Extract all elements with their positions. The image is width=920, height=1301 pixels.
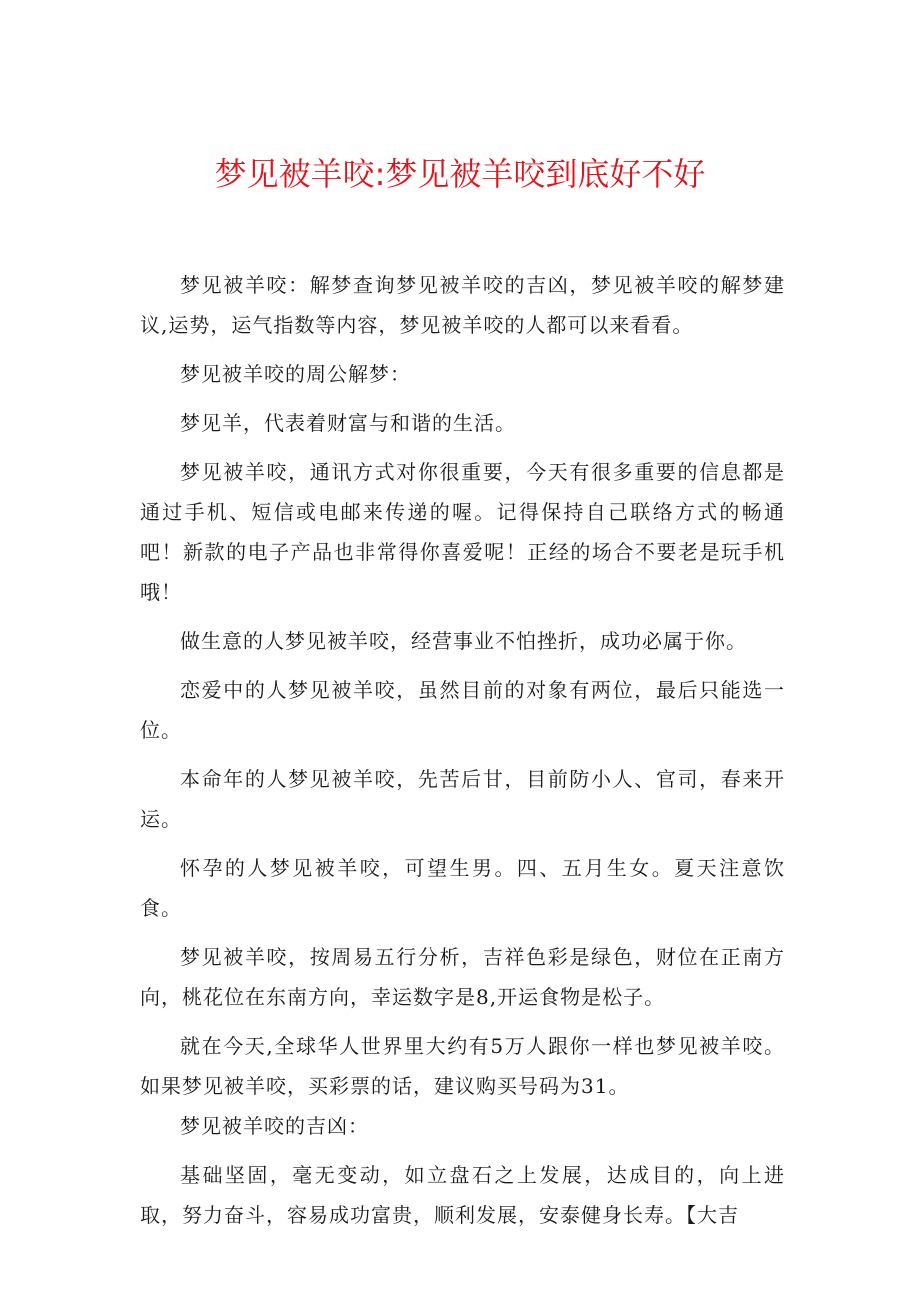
paragraph-zhougong-heading: 梦见被羊咬的周公解梦： bbox=[180, 362, 411, 386]
paragraph-business: 做生意的人梦见被羊咬，经营事业不怕挫折，成功必属于你。 bbox=[180, 629, 747, 653]
paragraph-benmingnian: 本命年的人梦见被羊咬，先苦后甘，目前防小人、官司，春来开运。 bbox=[140, 767, 785, 831]
paragraph-sheep-meaning: 梦见羊，代表着财富与和谐的生活。 bbox=[180, 411, 516, 435]
paragraph-jixiong-heading: 梦见被羊咬的吉凶： bbox=[180, 1114, 369, 1138]
paragraph-intro: 梦见被羊咬：解梦查询梦见被羊咬的吉凶，梦见被羊咬的解梦建议,运势，运气指数等内容，梦见被羊咬的人都可以来看看。 bbox=[140, 273, 785, 337]
paragraph-pregnancy: 怀孕的人梦见被羊咬，可望生男。四、五月生女。夏天注意饮食。 bbox=[140, 856, 785, 920]
page-title: 梦见被羊咬:梦见被羊咬到底好不好 bbox=[214, 155, 706, 193]
paragraph-love: 恋爱中的人梦见被羊咬，虽然目前的对象有两位，最后只能选一位。 bbox=[140, 678, 785, 742]
paragraph-five-elements: 梦见被羊咬，按周易五行分析，吉祥色彩是绿色，财位在正南方向，桃花位在东南方向，幸运数字是8,开运食物是松子。 bbox=[140, 945, 785, 1009]
paragraph-fortune: 基础坚固，毫无变动，如立盘石之上发展，达成目的，向上进取，努力奋斗，容易成功富贵，顺利发展，安泰健身长寿。【大吉 bbox=[140, 1163, 785, 1227]
paragraph-communication: 梦见被羊咬，通讯方式对你很重要，今天有很多重要的信息都是通过手机、短信或电邮来传递的喔。记得保持自己联络方式的畅通吧！新款的电子产品也非常得你喜爱呢！正经的场合不要老是玩手机哦！ bbox=[140, 460, 785, 604]
document-body bbox=[140, 265, 785, 1244]
paragraph-lottery: 就在今天,全球华人世界里大约有5万人跟你一样也梦见被羊咬。如果梦见被羊咬，买彩票的话，建议购买号码为31。 bbox=[140, 1034, 785, 1098]
